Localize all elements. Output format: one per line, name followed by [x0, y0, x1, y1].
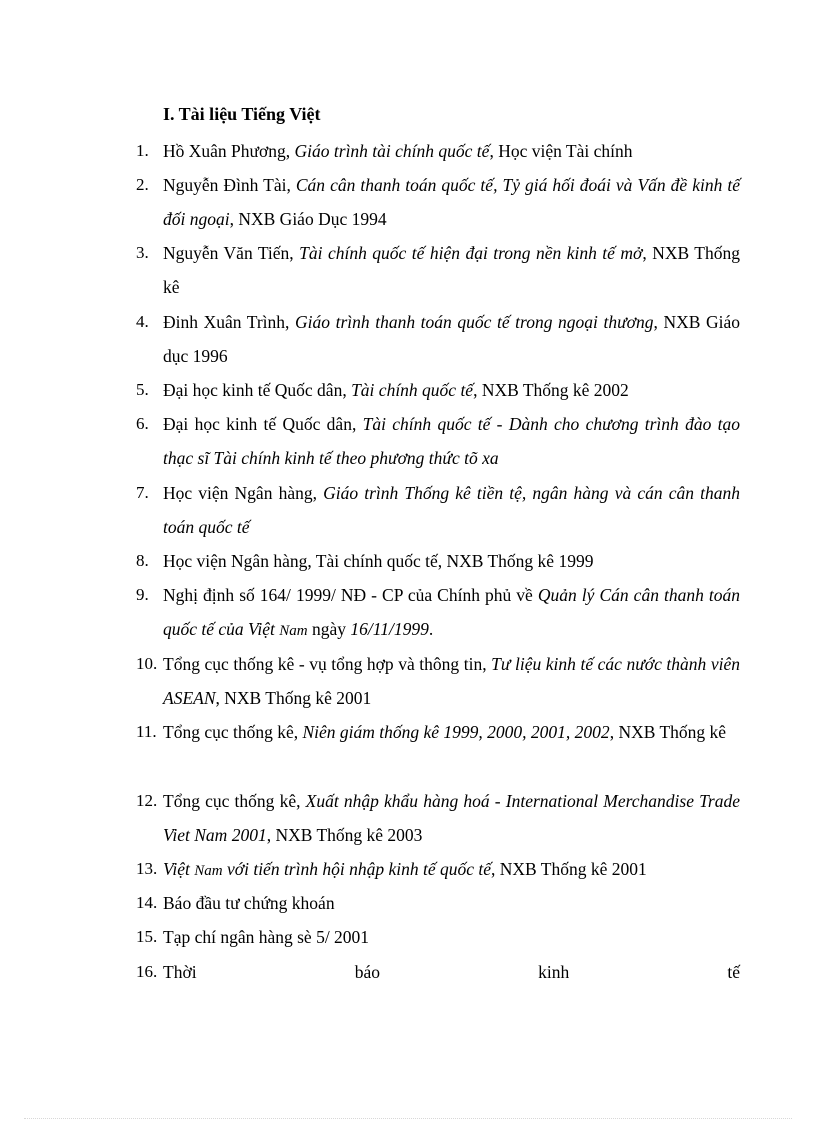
reference-text: Tạp chí ngân hàng sè 5/ 2001	[163, 927, 370, 947]
reference-number: 16.	[136, 962, 158, 981]
reference-number: 11.	[136, 722, 157, 741]
reference-text: Hồ Xuân Phương, Giáo trình tài chính quốc tế, Học viện Tài chính	[163, 141, 633, 161]
section-heading: I. Tài liệu Tiếng Việt	[163, 104, 321, 124]
reference-number: 10.	[136, 654, 158, 673]
reference-text: Thời báo kinh tế	[163, 962, 740, 982]
reference-text: Báo đầu tư chứng khoán	[163, 893, 335, 913]
reference-number: 13.	[136, 859, 158, 878]
reference-text: Nguyễn Đình Tài, Cán cân thanh toán quốc tế, Tỷ giá hối đoái và Vấn đề kinh tế đối ngoại, NXB Giáo Dục 1994	[163, 175, 740, 229]
reference-number: 4.	[136, 312, 149, 331]
reference-text: Nghị định số 164/ 1999/ NĐ - CP của Chính phủ về Quản lý Cán cân thanh toán quốc tế của Việt Nam ngày 16/11/1999.	[163, 585, 741, 639]
reference-text: Tổng cục thống kê - vụ tổng hợp và thông tin, Tư liệu kinh tế các nước thành viên ASEAN, NXB Thống kê 2001	[163, 654, 740, 708]
reference-number: 6.	[136, 414, 149, 433]
reference-number: 2.	[136, 175, 149, 194]
reference-number: 7.	[136, 483, 149, 502]
reference-number: 15.	[136, 927, 158, 946]
page-bottom-rule	[24, 1118, 792, 1119]
reference-number: 3.	[136, 243, 149, 262]
reference-text: Đinh Xuân Trình, Giáo trình thanh toán quốc tế trong ngoại thương, NXB Giáo dục 1996	[163, 312, 740, 366]
reference-number: 8.	[136, 551, 149, 570]
reference-text: Đại học kinh tế Quốc dân, Tài chính quốc tế, NXB Thống kê 2002	[163, 380, 629, 400]
reference-text: Học viện Ngân hàng, Giáo trình Thống kê tiền tệ, ngân hàng và cán cân thanh toán quốc tế	[163, 483, 740, 537]
reference-number: 5.	[136, 380, 149, 399]
reference-text: Đại học kinh tế Quốc dân, Tài chính quốc tế - Dành cho chương trình đào tạo thạc sĩ Tài chính kinh tế theo phương thức tõ xa	[163, 414, 741, 468]
reference-text: Học viện Ngân hàng, Tài chính quốc tế, NXB Thống kê 1999	[163, 551, 594, 571]
reference-number: 1.	[136, 141, 149, 160]
reference-number: 9.	[136, 585, 149, 604]
reference-number: 12.	[136, 791, 158, 810]
reference-text: Việt Nam với tiến trình hội nhập kinh tế quốc tế, NXB Thống kê 2001	[163, 859, 647, 879]
reference-text: Tổng cục thống kê, Xuất nhập khẩu hàng hoá - International Merchandise Trade Viet Nam 2001, NXB Thống kê 2003	[163, 791, 741, 845]
reference-text: Tổng cục thống kê, Niên giám thống kê 1999, 2000, 2001, 2002, NXB Thống kê	[163, 722, 727, 742]
reference-text: Nguyễn Văn Tiến, Tài chính quốc tế hiện đại trong nền kinh tế mở, NXB Thống kê	[163, 243, 740, 297]
reference-number: 14.	[136, 893, 158, 912]
